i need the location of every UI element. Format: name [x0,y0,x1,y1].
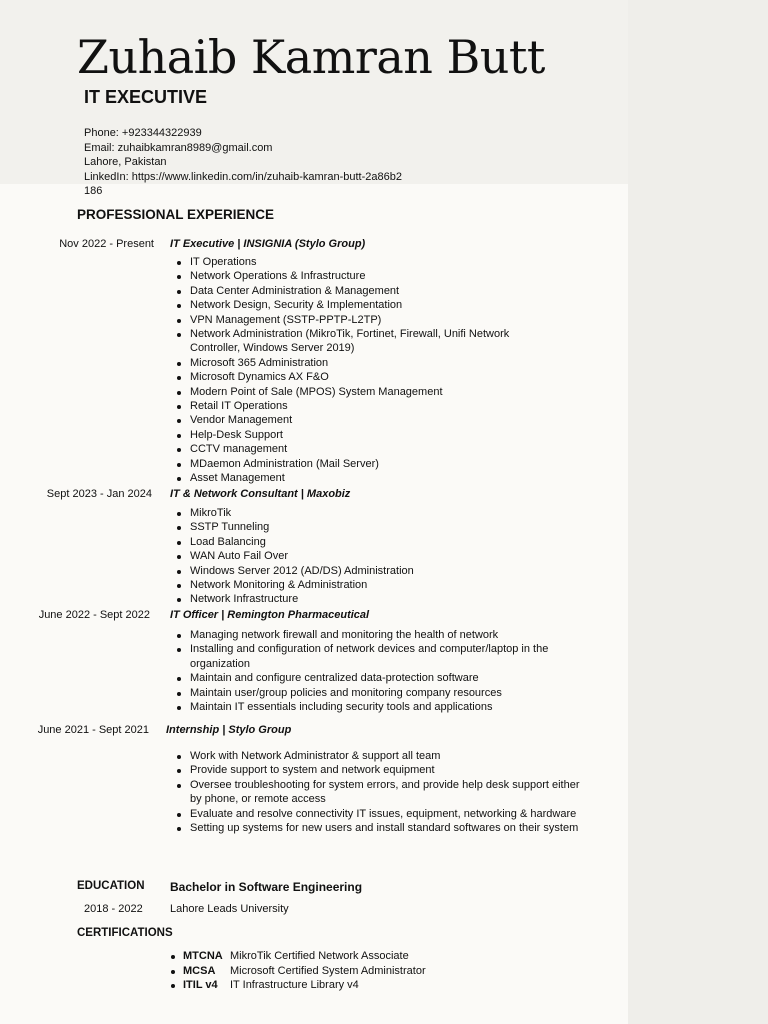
education-dates: 2018 - 2022 [84,903,143,915]
list-item: Network Monitoring & Administration [190,578,530,592]
job-duties-list [190,255,530,486]
list-item: MDaemon Administration (Mail Server) [190,457,530,471]
list-item: Network Operations & Infrastructure [190,269,530,283]
list-item: Provide support to system and network equipment [190,763,580,777]
list-item: Network Administration (MikroTik, Fortinet, Firewall, Unifi Network Controller, Windows Server 2019) [190,327,530,356]
list-item: Maintain and configure centralized data-protection software [190,671,585,685]
list-item: Maintain IT essentials including security tools and applications [190,700,585,714]
job-dates: June 2022 - Sept 2022 [38,609,150,621]
phone-line: Phone: +923344322939 [84,127,202,139]
list-item: Setting up systems for new users and install standard softwares on their system [190,822,579,835]
list-item: Work with Network Administrator & support all team [190,749,580,763]
list-item: Data Center Administration & Management [190,284,530,298]
job-dates: June 2021 - Sept 2021 [37,724,149,736]
list-item: Network Design, Security & Implementation [190,298,530,312]
list-item: Asset Management [190,471,530,485]
list-item: Vendor Management [190,413,530,427]
education-degree: Bachelor in Software Engineering [170,880,363,894]
list-item: WAN Auto Fail Over [190,549,530,563]
list-item: VPN Management (SSTP-PPTP-L2TP) [190,313,530,327]
job-dates: Nov 2022 - Present [59,238,154,250]
list-item: MikroTik [190,506,530,520]
job-title: IT & Network Consultant | Maxobiz [170,488,351,500]
job-duties-list [190,628,585,714]
cert-abbr: MTCNA [183,950,223,962]
candidate-name: Zuhaib Kamran Butt [77,30,545,84]
list-item: Help-Desk Support [190,428,530,442]
education-section-title: EDUCATION [77,880,145,892]
cert-name: Microsoft Certified System Administrator [230,964,426,977]
list-item [183,978,426,993]
job-title: IT Officer | Remington Pharmaceutical [170,609,370,621]
list-item: Modern Point of Sale (MPOS) System Management [190,385,530,399]
list-item [183,949,426,964]
contact-info [84,126,404,199]
list-item [183,964,426,979]
experience-section-title: PROFESSIONAL EXPERIENCE [77,207,275,222]
certifications-list [183,949,426,993]
linkedin-line: LinkedIn: https://www.linkedin.com/in/zuhaib-kamran-butt-2a86b2186 [84,170,402,197]
job-duties-list [190,749,580,835]
job-duties-list [190,506,530,607]
list-item: Windows Server 2012 (AD/DS) Administration [190,564,530,578]
job-role-title: IT EXECUTIVE [84,87,208,107]
list-item: Maintain user/group policies and monitoring company resources [190,686,585,700]
list-item: Retail IT Operations [190,399,530,413]
list-item: SSTP Tunneling [190,520,530,534]
list-item: Evaluate and resolve connectivity IT issues, equipment, networking & hardware [190,807,580,821]
list-item: Installing and configuration of network devices and computer/laptop in the organization [190,642,585,671]
email-line: Email: zuhaibkamran8989@gmail.com [84,141,273,154]
list-item: CCTV management [190,442,530,456]
list-item: Load Balancing [190,535,530,549]
job-dates: Sept 2023 - Jan 2024 [46,488,152,500]
cert-abbr: ITIL v4 [183,979,218,992]
job-title: IT Executive | INSIGNIA (Stylo Group) [170,238,366,250]
list-item: Managing network firewall and monitoring the health of network [190,628,585,642]
list-item: Microsoft 365 Administration [190,356,530,370]
side-panel-background [628,0,768,1024]
list-item: Network Infrastructure [190,592,530,606]
cert-abbr: MCSA [183,964,216,977]
list-item: Microsoft Dynamics AX F&O [190,370,530,384]
list-item: Oversee troubleshooting for system errors, and provide help desk support either by phone, or remote access [190,778,580,806]
cert-name: IT Infrastructure Library v4 [230,979,359,992]
certifications-section-title: CERTIFICATIONS [77,927,173,939]
education-school: Lahore Leads University [170,903,289,915]
cert-name: MikroTik Certified Network Associate [230,950,409,962]
list-item: IT Operations [190,255,530,269]
location-line: Lahore, Pakistan [84,156,167,168]
job-title: Internship | Stylo Group [166,724,292,736]
